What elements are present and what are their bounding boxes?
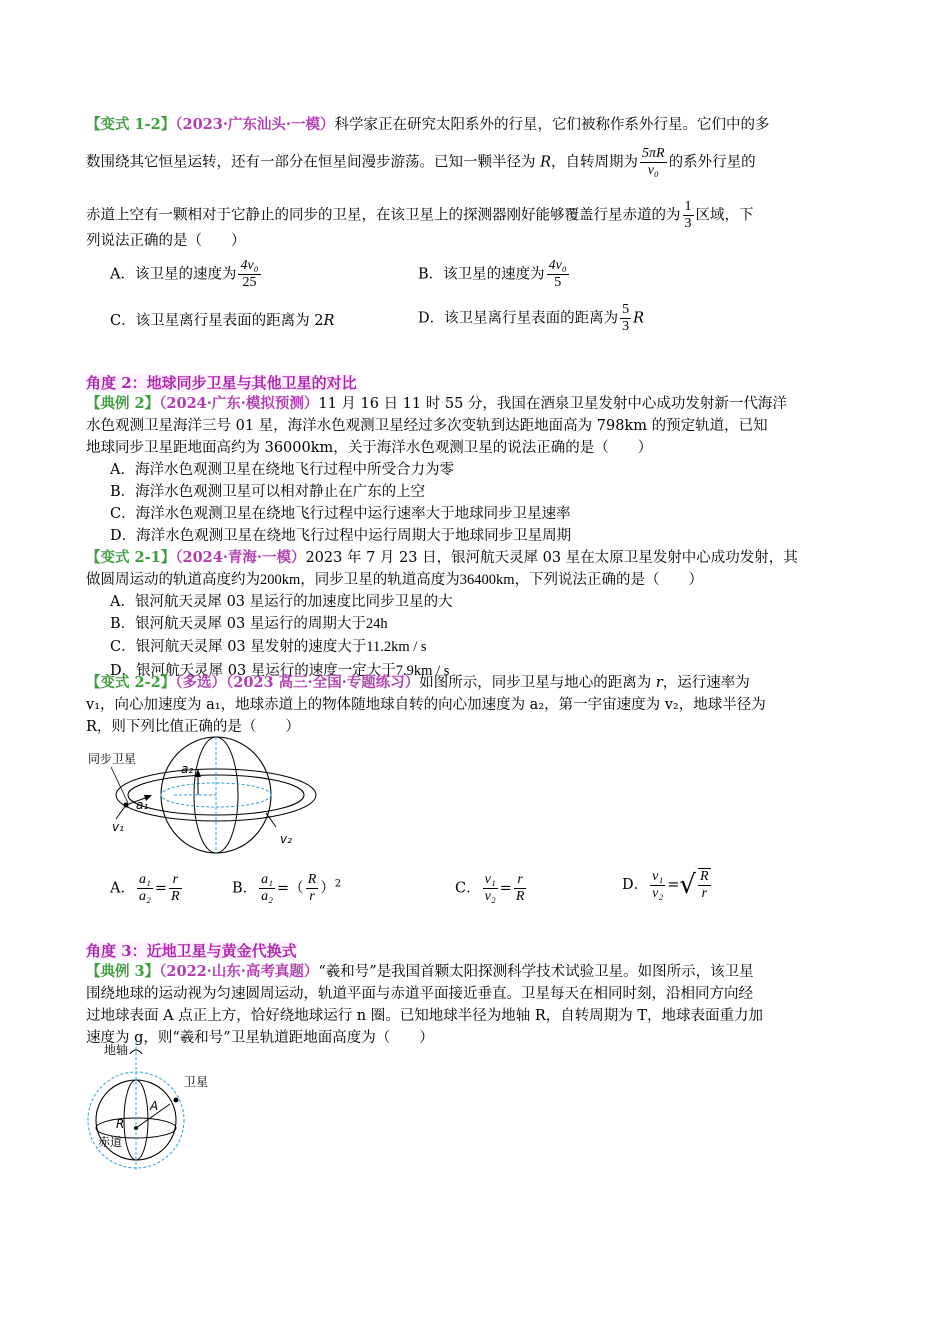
svg-text:a₂: a₂ (181, 762, 194, 776)
question-2-1-line-1: 【变式 2-1】（2024·青海·一模）2023 年 7 月 23 日，银河航天灵犀 03 星在太原卫星发射中心成功发射，其 (86, 549, 798, 566)
option-b: B．该卫星的速度为 $\frac{\text{4v₀}}{5}$ (418, 258, 567, 290)
question-2-1-line-2: 做圆周运动的轨道高度约为200km，同步卫星的轨道高度为36400km，下列说法正确的是（ ） (86, 572, 704, 588)
option-a: A．该卫星的速度为 $\frac{\text{4v₀}}{25}$ (110, 258, 259, 290)
example-2-option-d: D．海洋水色观测卫星在绕地飞行过程中运行周期大于地球同步卫星周期 (110, 528, 572, 544)
svg-text:v₁: v₁ (112, 820, 124, 834)
question-2-1-option-a: A．银河航天灵犀 03 星运行的加速度比同步卫星的大 (110, 594, 453, 610)
question-2-2-option-d: D． $\frac{\text{v₁}}{\text{v₂}}$ =√ $\frac{R}{r}$ (622, 868, 709, 901)
svg-text:R: R (116, 1117, 125, 1131)
third-fraction: $\frac{1}{3}$ (684, 199, 692, 231)
example-2-option-c: C．海洋水色观测卫星在绕地飞行过程中运行速率大于地球同步卫星速率 (110, 506, 571, 522)
svg-text:卫星: 卫星 (184, 1075, 209, 1089)
period-fraction: $\frac{5\pi R}{\text{v₀}}$ (642, 146, 665, 178)
fig-sync-label: 同步卫星 (88, 752, 137, 766)
question-2-2-line-3: R，则下列比值正确的是（ ） (86, 719, 300, 735)
question-2-2-option-b: B． $\frac{\text{a₁}}{\text{a₂}}$ =（ $\frac{R}{r}$ ）$^2$ (232, 872, 342, 904)
question-1-2-line-4: 列说法正确的是（ ） (86, 233, 246, 249)
question-tag: 【变式 1-2】 (86, 116, 176, 133)
example-2-option-a: A．海洋水色观测卫星在绕地飞行过程中所受合力为零 (110, 462, 454, 478)
xihe-satellite-figure (80, 1040, 230, 1172)
example-2-line-1: 【典例 2】（2024·广东·模拟预测）11 月 16 日 11 时 55 分，我国在酒泉卫星发射中心成功发射新一代海洋 (86, 395, 787, 412)
option-d: D．该卫星离行星表面的距离为 $\frac{5}{3}$ R (418, 302, 645, 334)
svg-text:A: A (150, 1099, 159, 1113)
question-2-2-option-a: A． $\frac{\text{a₁}}{\text{a₂}}$ = $\frac{r}{R}$ (110, 872, 180, 904)
question-source: （2023·广东汕头·一模） (175, 116, 335, 133)
question-2-2-line-2: v₁，向心加速度为 a₁，地球赤道上的物体随地球自转的向心加速度为 a₂，第一宇宙速度为 v₂，地球半径为 (86, 697, 766, 713)
option-c: C．该卫星离行星表面的距离为 2R (110, 313, 335, 329)
svg-text:赤道: 赤道 (98, 1135, 123, 1149)
svg-text:地轴: 地轴 (104, 1043, 129, 1057)
question-2-2-option-c: C． $\frac{\text{v₁}}{\text{v₂}}$ = $\frac{r}{R}$ (455, 872, 525, 904)
question-1-2-line-1: 【变式 1-2】（2023·广东汕头·一模）科学家正在研究太阳系外的行星，它们被称作系外行星。它们中的多 (86, 116, 770, 133)
question-1-2-line-3: 赤道上空有一颗相对于它静止的同步的卫星，在该卫星上的探测器刚好能够覆盖行星赤道的为 $\frac{1}{3}$ 区域，下 (86, 199, 754, 231)
example-3-line-2: 围绕地球的运动视为匀速圆周运动，轨道平面与赤道平面接近垂直。卫星每天在相同时刻，沿相同方向经 (86, 986, 753, 1002)
svg-text:v₂: v₂ (280, 832, 292, 846)
example-2-line-3: 地球同步卫星距地面高约为 36000km，关于海洋水色观测卫星的说法正确的是（ ） (86, 440, 653, 456)
question-2-2-line-1: 【变式 2-2】（多选）（2023 高三·全国·专题练习）如图所示，同步卫星与地心的距离为 r，运行速率为 (86, 674, 750, 691)
question-2-1-option-d: D．银河航天灵犀 03 星运行的速度一定大于7.9km / s (110, 663, 450, 679)
question-2-1-option-c: C．银河航天灵犀 03 星发射的速度大于11.2km / s (110, 639, 427, 655)
svg-text:a₁: a₁ (136, 798, 149, 812)
sync-satellite-figure (86, 735, 326, 860)
section-heading-2: 角度 2：地球同步卫星与其他卫星的对比 (86, 374, 357, 392)
question-2-1-option-b: B．银河航天灵犀 03 星运行的周期大于24h (110, 616, 388, 632)
example-2-line-2: 水色观测卫星海洋三号 01 星，海洋水色观测卫星经过多次变轨到达距地面高为 798km 的预定轨道，已知 (86, 418, 768, 434)
example-3-line-3: 过地球表面 A 点正上方，恰好绕地球运行 n 圈。已知地球半径为地轴 R，自转周期为 T，地球表面重力加 (86, 1008, 764, 1024)
section-heading-3: 角度 3：近地卫星与黄金代换式 (86, 942, 297, 960)
example-3-line-1: 【典例 3】（2022·山东·高考真题）“羲和号”是我国首颗太阳探测科学技术试验卫星。如图所示，该卫星 (86, 963, 754, 980)
question-1-2-line-2: 数围绕其它恒星运转，还有一部分在恒星间漫步游荡。已知一颗半径为 R，自转周期为 $\frac{5\pi R}{\text{v₀}}$ 的系外行星的 (86, 146, 756, 178)
example-3-line-4: 速度为 g，则“羲和号”卫星轨道距地面高度为（ ） (86, 1030, 434, 1046)
example-2-option-b: B．海洋水色观测卫星可以相对静止在广东的上空 (110, 484, 426, 500)
